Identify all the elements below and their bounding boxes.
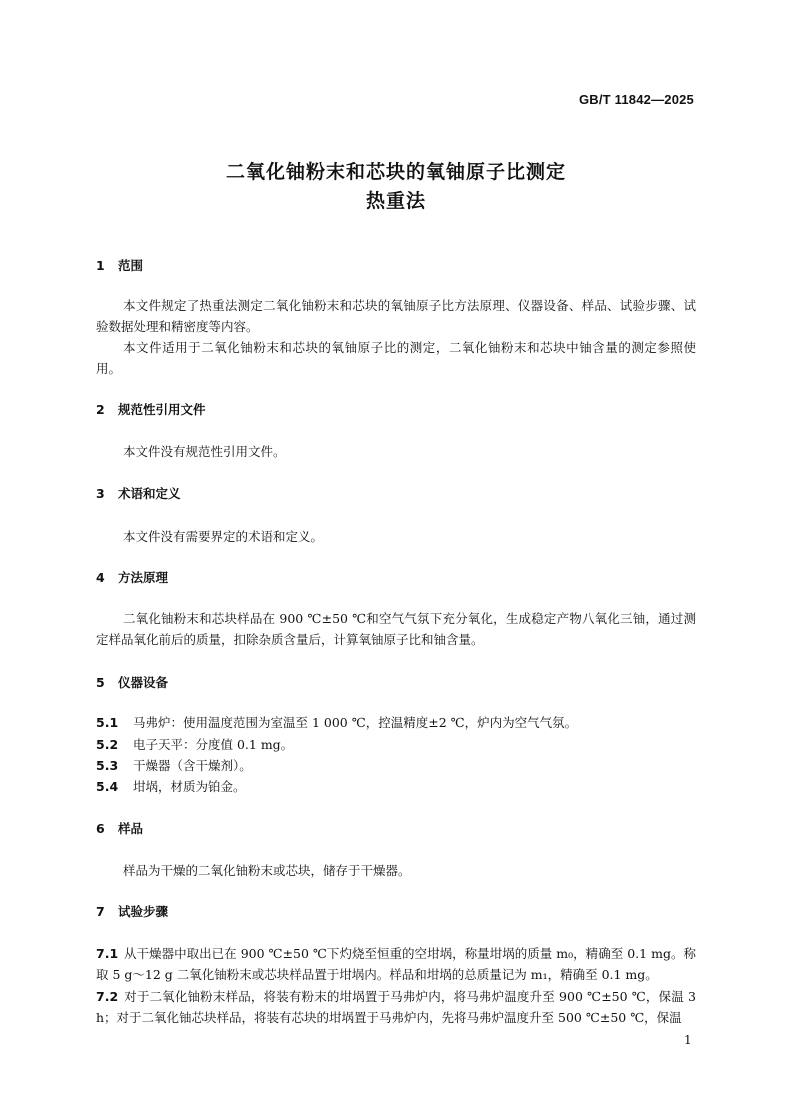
list-item bbox=[96, 712, 696, 733]
title-line-1: 二氧化铀粉末和芯块的氧铀原子比测定 bbox=[225, 161, 566, 183]
paragraph: 本文件没有需要界定的术语和定义。 bbox=[123, 529, 324, 544]
item-text: 从干燥器中取出已在 900 ℃±50 ℃下灼烧至恒重的空坩埚，称量坩埚的质量 m₀，精确至 0.1 mg。称取 5 g～12 g 二氧化铀粉末或芯块样品置于坩埚内。样品和坩埚的总质量记为 m₁，精确至 0.1 mg。 bbox=[96, 946, 696, 982]
item-text: 对于二氧化铀粉末样品，将装有粉末的坩埚置于马弗炉内，将马弗炉温度升至 900 ℃±50 ℃，保温 3 h；对于二氧化铀芯块样品，将装有芯块的坩埚置于马弗炉内，先将马弗炉温度升至 500 ℃±50 ℃，保温 bbox=[96, 989, 696, 1025]
paragraph: 本文件没有规范性引用文件。 bbox=[123, 444, 286, 459]
paragraph: 样品为干燥的二氧化铀粉末或芯块，储存于干燥器。 bbox=[123, 863, 411, 878]
list-item bbox=[96, 755, 696, 776]
list-item bbox=[96, 734, 696, 755]
item-text: 电子天平：分度值 0.1 mg。 bbox=[133, 737, 294, 752]
section-heading-2 bbox=[96, 401, 206, 419]
page-number: 1 bbox=[684, 1033, 692, 1047]
item-text: 马弗炉：使用温度范围为室温至 1 000 ℃，控温精度±2 ℃，炉内为空气气氛。 bbox=[133, 715, 578, 730]
paragraph: 本文件规定了热重法测定二氧化铀粉末和芯块的氧铀原子比方法原理、仪器设备、样品、试验步骤、试验数据处理和精密度等内容。 bbox=[96, 298, 696, 334]
standard-code: GB/T 11842—2025 bbox=[578, 92, 694, 107]
title-line-2: 热重法 bbox=[365, 190, 426, 212]
item-number: 7.1 bbox=[96, 946, 119, 961]
section-heading-3 bbox=[96, 485, 181, 503]
section-heading-7 bbox=[96, 903, 168, 921]
section-title: 范围 bbox=[118, 258, 144, 273]
list-item bbox=[96, 986, 696, 1028]
section-title: 样品 bbox=[118, 821, 144, 836]
document-title bbox=[0, 158, 792, 216]
item-number: 5.2 bbox=[96, 737, 119, 752]
list-item bbox=[96, 943, 696, 985]
section-heading-4 bbox=[96, 569, 168, 587]
item-number: 7.2 bbox=[96, 989, 119, 1004]
item-text: 坩埚，材质为铂金。 bbox=[133, 779, 246, 794]
section-title: 试验步骤 bbox=[118, 904, 169, 919]
item-text: 干燥器（含干燥剂）。 bbox=[133, 758, 252, 773]
section-title: 术语和定义 bbox=[118, 486, 181, 501]
section-heading-6 bbox=[96, 820, 143, 838]
section-number: 4 bbox=[96, 570, 105, 585]
section-title: 仪器设备 bbox=[118, 675, 169, 690]
list-item bbox=[96, 776, 696, 797]
section-title: 规范性引用文件 bbox=[118, 402, 206, 417]
section-number: 1 bbox=[96, 258, 105, 273]
section-heading-1 bbox=[96, 257, 143, 275]
section-number: 3 bbox=[96, 486, 105, 501]
section-number: 6 bbox=[96, 821, 105, 836]
section-number: 7 bbox=[96, 904, 105, 919]
paragraph: 本文件适用于二氧化铀粉末和芯块的氧铀原子比的测定，二氧化铀粉末和芯块中铀含量的测定参照使用。 bbox=[96, 340, 696, 376]
section-heading-5 bbox=[96, 674, 168, 692]
item-number: 5.4 bbox=[96, 779, 119, 794]
paragraph: 二氧化铀粉末和芯块样品在 900 ℃±50 ℃和空气气氛下充分氧化，生成稳定产物八氧化三铀，通过测定样品氧化前后的质量，扣除杂质含量后，计算氧铀原子比和铀含量。 bbox=[96, 611, 696, 647]
item-number: 5.3 bbox=[96, 758, 119, 773]
section-title: 方法原理 bbox=[118, 570, 169, 585]
item-number: 5.1 bbox=[96, 715, 119, 730]
section-number: 2 bbox=[96, 402, 105, 417]
section-number: 5 bbox=[96, 675, 105, 690]
